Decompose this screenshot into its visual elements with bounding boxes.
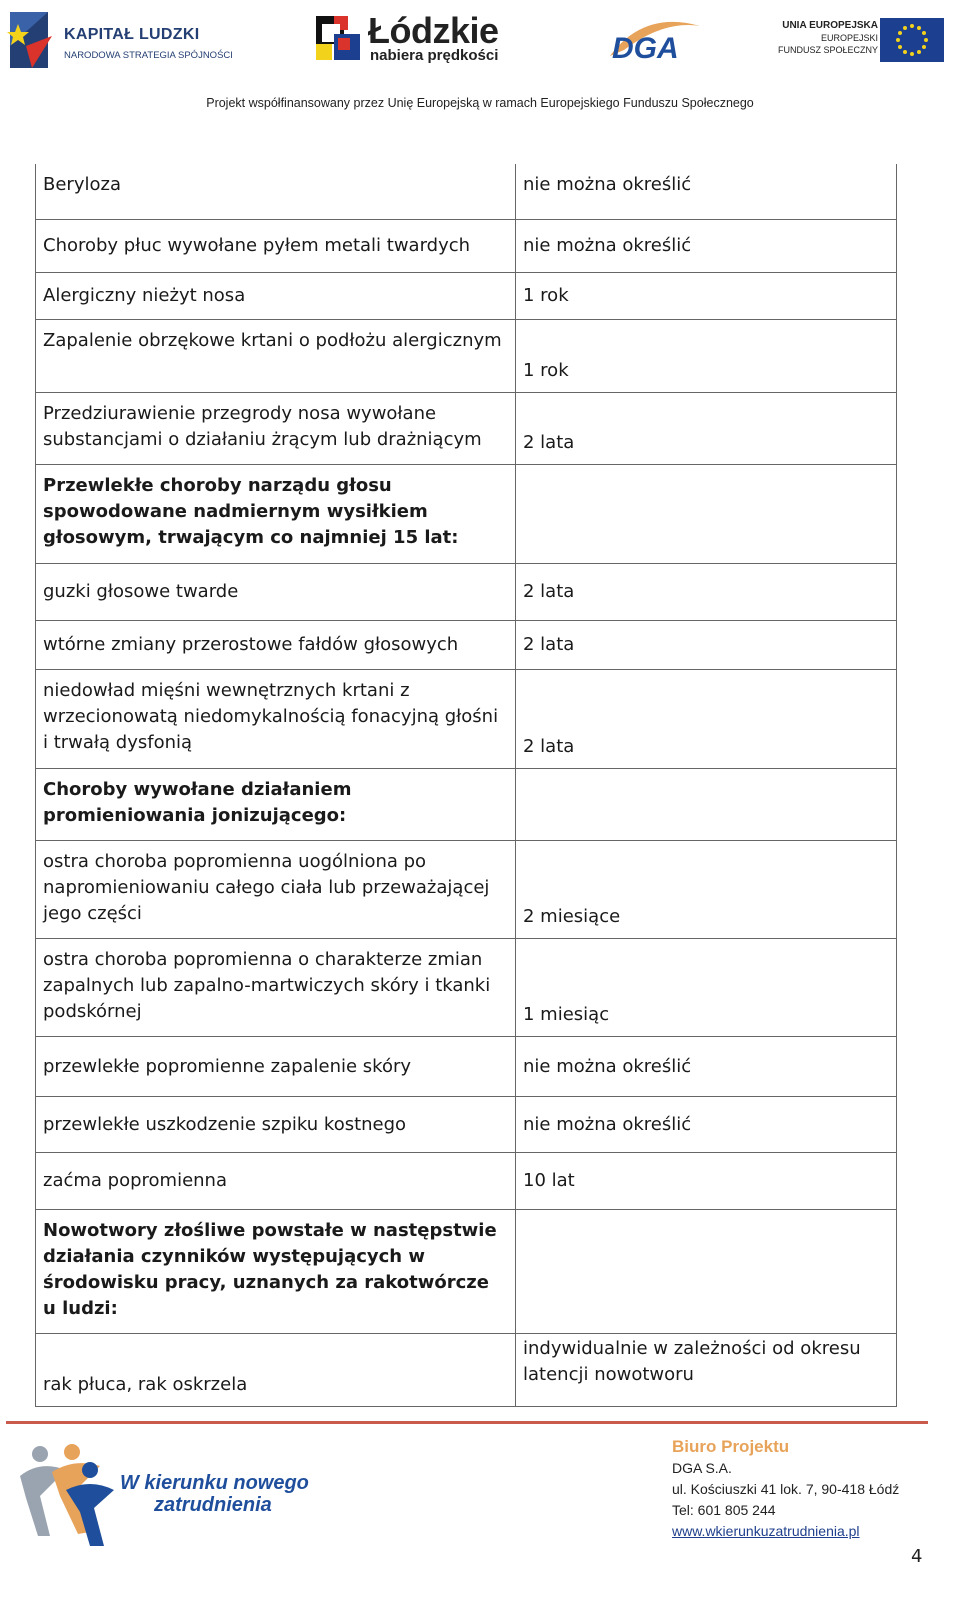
dga-logo-graphic <box>604 16 704 68</box>
logo-line-1: W kierunku nowego <box>120 1472 309 1494</box>
lodzkie-subtitle: nabiera prędkości <box>370 47 499 64</box>
disease-cell: guzki głosowe twarde <box>36 564 516 620</box>
page-number: 4 <box>911 1546 923 1567</box>
period-cell: 2 miesiące <box>523 906 621 927</box>
period-cell: 2 lata <box>523 736 575 757</box>
period-cell: 1 miesiąc <box>523 1004 610 1025</box>
period-cell: nie można określić <box>523 1055 692 1077</box>
disease-cell: Przedziurawienie przegrody nosa wywołane substancjami o działaniu żrącym lub drażniącym <box>36 393 516 464</box>
table-row-section-header <box>35 1210 897 1334</box>
table-row-section-header <box>35 465 897 564</box>
dga-logo-text: DGA <box>612 32 679 65</box>
disease-cell: zaćma popromienna <box>36 1153 516 1209</box>
period-cell: nie można określić <box>523 235 692 256</box>
table-row <box>35 164 897 220</box>
table-row <box>35 1153 897 1210</box>
table-row <box>35 621 897 670</box>
section-heading-cell: Choroby wywołane działaniem promieniowania jonizującego: <box>36 769 516 840</box>
table-row <box>35 1334 897 1407</box>
people-figures-icon <box>10 1436 120 1551</box>
disease-cell: Alergiczny nieżyt nosa <box>36 273 516 319</box>
section-heading-cell: Przewlekłe choroby narządu głosu spowodowane nadmiernym wysiłkiem głosowym, trwającym co najmniej 15 lat: <box>36 465 516 563</box>
table-row <box>35 1097 897 1153</box>
table-row <box>35 1037 897 1097</box>
table-row <box>35 670 897 769</box>
table-row <box>35 320 897 393</box>
disease-cell: rak płuca, rak oskrzela <box>36 1334 516 1406</box>
lodzkie-title: Łódzkie <box>368 10 499 51</box>
section-heading-cell: Nowotwory złośliwe powstałe w następstwie działania czynników występujących w środowisku pracy, uznanych za rakotwórcze u ludzi: <box>36 1210 516 1333</box>
kapital-ludzki-subtitle: NARODOWA STRATEGIA SPÓJNOŚCI <box>64 50 233 61</box>
table-row <box>35 564 897 621</box>
period-cell: nie można określić <box>523 1113 692 1135</box>
eu-flag-icon <box>880 18 944 62</box>
disease-cell: ostra choroba popromienna o charakterze zmian zapalnych lub zapalno-martwiczych skóry i tkanki podskórnej <box>36 939 516 1036</box>
period-cell: 10 lat <box>523 1170 575 1191</box>
table-row-section-header <box>35 769 897 841</box>
eu-line-1: UNIA EUROPEJSKA <box>782 20 878 31</box>
period-cell: 1 rok <box>523 360 569 381</box>
table-row <box>35 220 897 273</box>
kapital-ludzki-flag-icon <box>6 6 52 72</box>
disease-cell: ostra choroba popromienna uogólniona po napromieniowaniu całego ciała lub przeważającej jego części <box>36 841 516 938</box>
disease-period-table <box>35 164 897 1407</box>
lodzkie-logo <box>316 10 516 74</box>
w-kierunku-logo <box>10 1436 310 1551</box>
disease-cell: przewlekłe popromienne zapalenie skóry <box>36 1037 516 1096</box>
disease-cell: Beryloza <box>36 164 516 219</box>
disease-cell: Zapalenie obrzękowe krtani o podłożu alergicznym <box>36 320 516 392</box>
period-cell: 2 lata <box>523 432 575 453</box>
period-cell: nie można określić <box>523 174 692 195</box>
period-cell: indywidualnie w zależności od okresu latencji nowotworu <box>523 1338 861 1385</box>
dga-logo <box>604 16 704 68</box>
period-cell <box>516 769 896 840</box>
office-title: Biuro Projektu <box>672 1437 790 1456</box>
period-cell <box>516 465 896 563</box>
project-office-info <box>672 1436 932 1542</box>
table-row <box>35 939 897 1037</box>
office-phone: Tel: 601 805 244 <box>672 1502 776 1518</box>
kapital-ludzki-logo <box>6 6 241 74</box>
kapital-ludzki-title: KAPITAŁ LUDZKI <box>64 26 200 43</box>
table-row <box>35 841 897 939</box>
period-cell: 2 lata <box>523 581 575 602</box>
table-row <box>35 393 897 465</box>
lodzkie-mark-icon <box>316 16 362 62</box>
period-cell <box>516 1210 896 1333</box>
project-cofinancing-note: Projekt współfinansowany przez Unię Europejską w ramach Europejskiego Funduszu Społecznego <box>206 96 754 110</box>
disease-cell: Choroby płuc wywołane pyłem metali twardych <box>36 220 516 272</box>
period-cell: 2 lata <box>523 634 575 655</box>
eu-line-3: FUNDUSZ SPOŁECZNY <box>777 45 878 55</box>
footer-divider <box>6 1421 928 1424</box>
disease-cell: wtórne zmiany przerostowe fałdów głosowych <box>36 621 516 669</box>
disease-cell: przewlekłe uszkodzenie szpiku kostnego <box>36 1097 516 1152</box>
office-address: ul. Kościuszki 41 lok. 7, 90-418 Łódź <box>672 1481 900 1497</box>
table-row <box>35 273 897 320</box>
office-website-link[interactable]: www.wkierunkuzatrudnienia.pl <box>672 1523 860 1539</box>
w-kierunku-logo-text <box>120 1472 309 1516</box>
disease-cell: niedowład mięśni wewnętrznych krtani z wrzecionowatą niedomykalnością fonacyjną głośni i trwałą dysfonią <box>36 670 516 768</box>
eu-logo <box>777 18 950 68</box>
page-header <box>0 0 960 130</box>
eu-line-2: EUROPEJSKI <box>820 33 878 43</box>
eu-text <box>778 20 878 56</box>
logo-line-2: zatrudnienia <box>154 1494 272 1516</box>
office-company: DGA S.A. <box>672 1460 732 1476</box>
period-cell: 1 rok <box>523 285 569 306</box>
